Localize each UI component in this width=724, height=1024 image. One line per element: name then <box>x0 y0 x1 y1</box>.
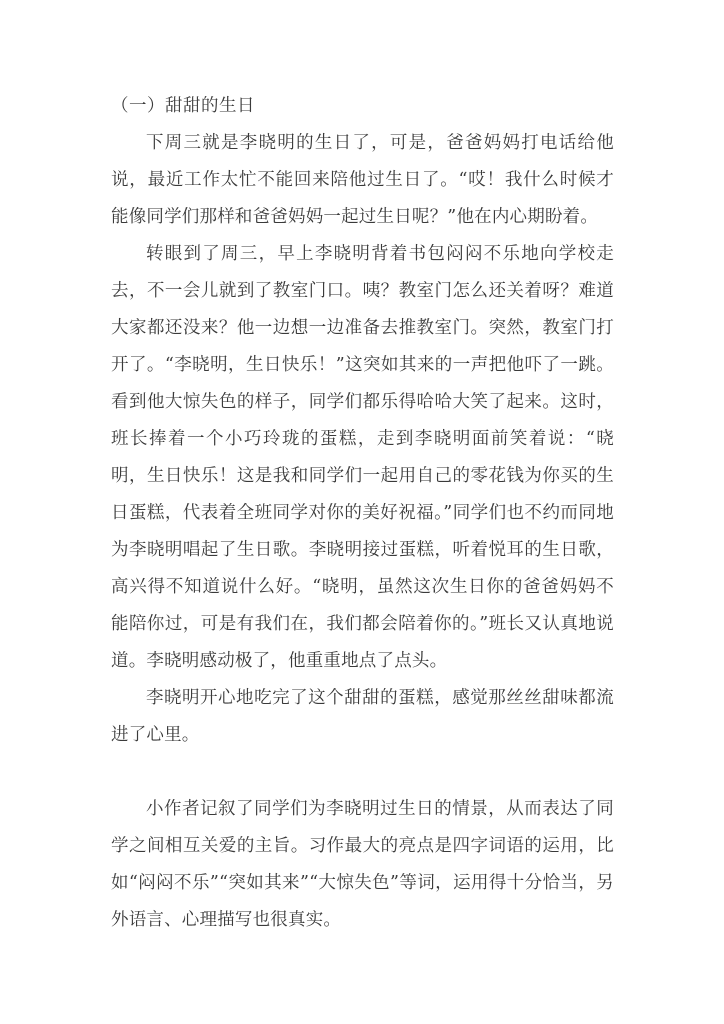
paragraph-2: 转眼到了周三，早上李晓明背着书包闷闷不乐地向学校走去，不一会儿就到了教室门口。咦？教室门怎么还关着呀？难道大家都还没来？他一边想一边准备去推教室门。突然，教室门打开了。“李晓明，生日快乐！”这突如其来的一声把他吓了一跳。看到他大惊失色的样子，同学们都乐得哈哈大笑了起来。这时，班长捧着一个小巧玲珑的蛋糕，走到李晓明面前笑着说：“晓明，生日快乐！这是我和同学们一起用自己的零花钱为你买的生日蛋糕，代表着全班同学对你的美好祝福。”同学们也不约而同地为李晓明唱起了生日歌。李晓明接过蛋糕，听着悦耳的生日歌，高兴得不知道说什么好。“晓明，虽然这次生日你的爸爸妈妈不能陪你过，可是有我们在，我们都会陪着你的。”班长又认真地说道。李晓明感动极了，他重重地点了点头。 <box>111 244 614 671</box>
paragraph-1: 下周三就是李晓明的生日了，可是，爸爸妈妈打电话给他说，最近工作太忙不能回来陪他过生日了。“哎！我什么时候才能像同学们那样和爸爸妈妈一起过生日呢？”他在内心期盼着。 <box>111 133 614 227</box>
commentary-paragraph: 小作者记叙了同学们为李晓明过生日的情景，从而表达了同学之间相互关爱的主旨。习作最大的亮点是四字词语的运用，比如“闷闷不乐”“突如其来”“大惊失色”等词，运用得十分恰当，另外语言、心理描写也很真实。 <box>111 799 614 930</box>
paragraph-separator <box>111 754 614 791</box>
page-title: （一）甜甜的生日 <box>111 96 255 116</box>
document-body <box>111 88 614 939</box>
paragraph-3: 李晓明开心地吃完了这个甜甜的蛋糕，感觉那丝丝甜味都流进了心里。 <box>111 688 614 745</box>
